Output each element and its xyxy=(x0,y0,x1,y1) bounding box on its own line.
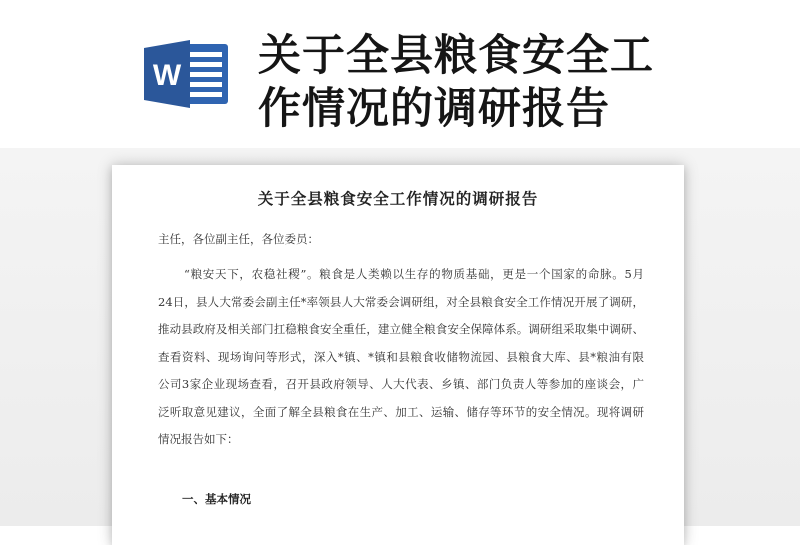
paragraph-line: 公司3家企业现场查看，召开县政府领导、人大代表、乡镇、部门负责人等参加的座谈会，广 xyxy=(158,377,644,391)
paragraph-line: 情况报告如下： xyxy=(158,432,239,446)
banner-title-line-2: 作情况的调研报告 xyxy=(258,84,610,134)
body-paragraph xyxy=(158,261,644,454)
paragraph-line: 推动县政府及相关部门扛稳粮食安全重任，建立健全粮食安全保障体系。调研组采取集中调研、 xyxy=(158,322,644,336)
document-page xyxy=(112,165,684,545)
banner xyxy=(0,0,800,150)
word-icon xyxy=(140,38,232,110)
word-icon-letter: W xyxy=(152,59,182,92)
banner-title xyxy=(258,30,688,136)
paragraph-line: 查看资料、现场询问等形式，深入*镇、*镇和县粮食收储物流园、县粮食大库、县*粮油有限 xyxy=(158,349,644,364)
paragraph-line: 24日，县人大常委会副主任*率领县人大常委会调研组，对全县粮食安全工作情况开展了调研， xyxy=(158,294,644,309)
salutation: 主任，各位副主任，各位委员： xyxy=(158,232,319,246)
paragraph-line: “粮安天下，农稳社稷”。粮食是人类赖以生存的物质基础，更是一个国家的命脉。5月 xyxy=(184,267,644,281)
paragraph-line: 泛听取意见建议，全面了解全县粮食在生产、加工、运输、储存等环节的安全情况。现将调研 xyxy=(158,404,644,419)
banner-title-line-1: 关于全县粮食安全工 xyxy=(258,31,654,81)
section-heading: 一、基本情况 xyxy=(182,492,251,506)
document-title: 关于全县粮食安全工作情况的调研报告 xyxy=(257,189,539,208)
